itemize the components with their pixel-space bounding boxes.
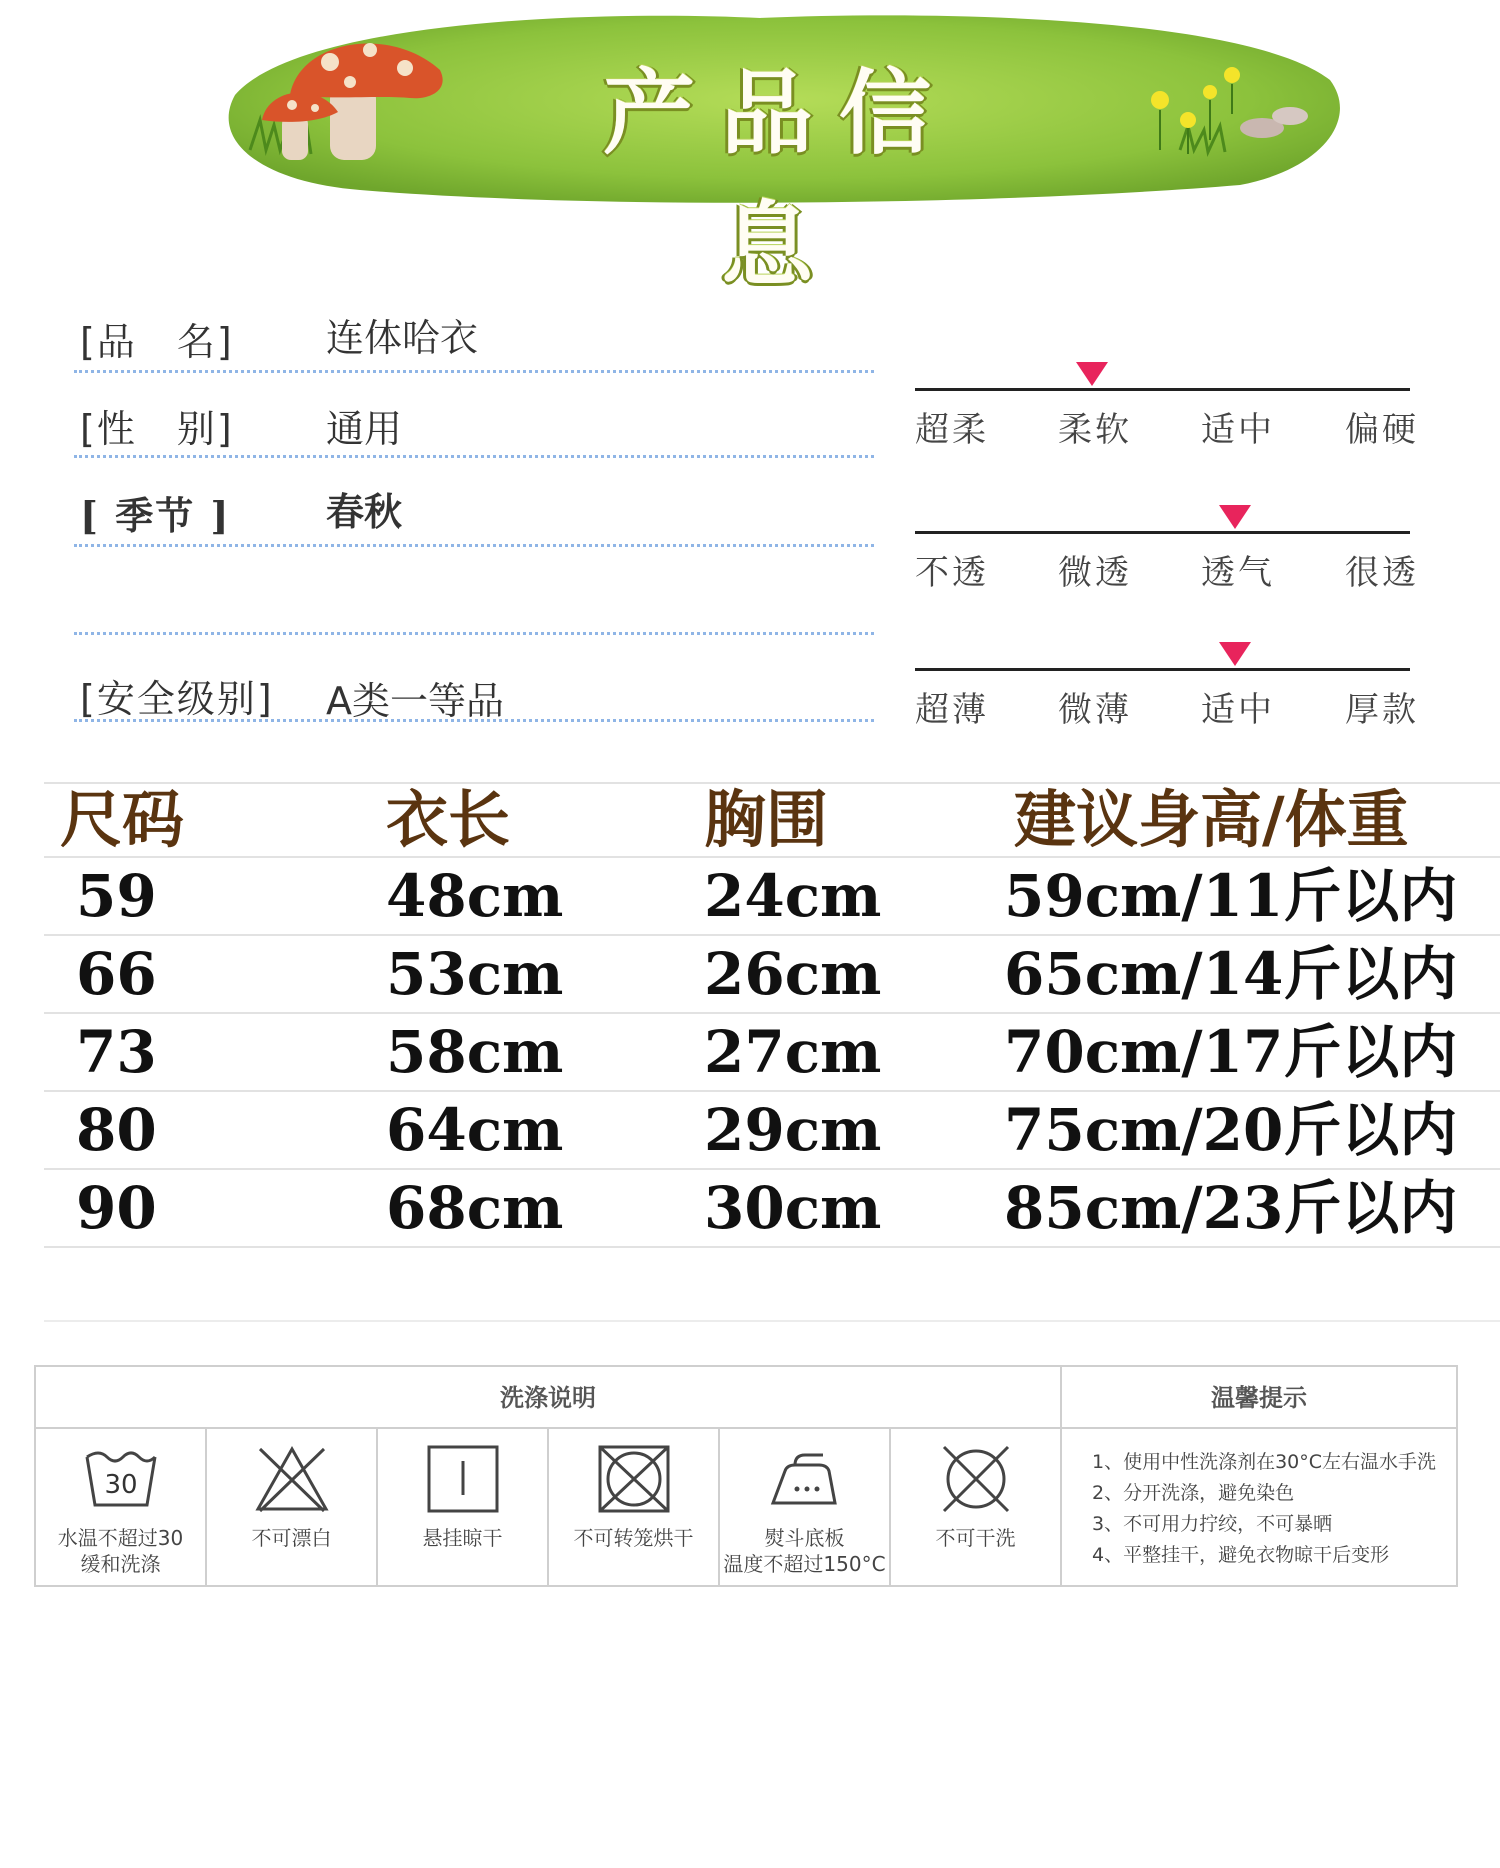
wash-30-icon — [81, 1443, 161, 1515]
scale-marker-icon — [1219, 505, 1251, 529]
table-row — [44, 1014, 1500, 1092]
info-row-season — [74, 467, 874, 547]
scale-line — [915, 668, 1410, 671]
care-item — [891, 1429, 1062, 1585]
page-title: 产品信息 — [602, 59, 957, 299]
info-value: A类一等品 — [326, 679, 504, 723]
cell-size: 80 — [76, 1096, 157, 1164]
scale-line — [915, 531, 1410, 534]
tips-title: 温馨提示 — [1062, 1367, 1456, 1429]
tip-item: 3、不可用力拧绞，不可暴晒 — [1092, 1513, 1333, 1535]
no-dry-clean-icon — [936, 1443, 1016, 1515]
cell-length: 53cm — [386, 940, 564, 1008]
info-value: 春秋 — [326, 489, 403, 534]
care-caption: 水温不超过30 缓和洗涤 — [57, 1526, 184, 1576]
header-height-weight: 建议身高/体重 — [1014, 783, 1409, 856]
dotted-divider — [74, 544, 874, 547]
care-instructions — [34, 1365, 1458, 1587]
section-divider — [44, 1320, 1500, 1322]
care-item — [378, 1429, 549, 1585]
care-item — [549, 1429, 720, 1585]
info-label: [品 名] — [80, 320, 234, 364]
header-chest: 胸围 — [704, 783, 829, 856]
scale-option: 超柔 — [915, 410, 989, 450]
cell-size: 73 — [76, 1018, 157, 1086]
scale-option: 微薄 — [1058, 690, 1132, 730]
cell-height-weight: 85cm/23斤以内 — [1004, 1174, 1458, 1242]
cell-height-weight: 65cm/14斤以内 — [1004, 940, 1458, 1008]
no-bleach-icon — [252, 1443, 332, 1515]
breathability-scale — [915, 531, 1419, 621]
cell-size: 90 — [76, 1174, 157, 1242]
info-value: 通用 — [326, 407, 403, 451]
dotted-divider — [74, 370, 874, 373]
hang-dry-icon — [423, 1443, 503, 1515]
cell-length: 48cm — [386, 862, 564, 930]
care-caption: 不可漂白 — [251, 1526, 332, 1550]
care-caption: 悬挂晾干 — [422, 1526, 503, 1550]
scale-option: 柔软 — [1058, 410, 1132, 450]
scale-line — [915, 388, 1410, 391]
info-label: [安全级别] — [80, 677, 274, 721]
tips-list — [1062, 1429, 1456, 1585]
cell-size: 66 — [76, 940, 157, 1008]
table-row — [44, 936, 1500, 1014]
header-length: 衣长 — [386, 783, 511, 856]
cell-length: 68cm — [386, 1174, 564, 1242]
care-caption: 不可干洗 — [935, 1526, 1016, 1550]
info-label: [性 别] — [80, 407, 234, 451]
dotted-divider — [74, 455, 874, 458]
tip-item: 4、平整挂干，避免衣物晾干后变形 — [1092, 1544, 1390, 1566]
cell-length: 64cm — [386, 1096, 564, 1164]
thickness-scale — [915, 668, 1419, 758]
banner — [0, 0, 1500, 299]
care-item — [720, 1429, 891, 1585]
cell-chest: 29cm — [704, 1096, 882, 1164]
size-table — [44, 782, 1500, 1248]
cell-chest: 24cm — [704, 862, 882, 930]
scale-marker-icon — [1219, 642, 1251, 666]
scale-option: 不透 — [915, 553, 989, 593]
info-row-safety-level — [74, 642, 874, 722]
info-row-gender — [74, 378, 874, 458]
table-row — [44, 1170, 1500, 1248]
scale-option: 厚款 — [1345, 690, 1419, 730]
cell-chest: 26cm — [704, 940, 882, 1008]
table-row — [44, 858, 1500, 936]
no-tumble-dry-icon — [594, 1443, 674, 1515]
care-item — [36, 1429, 207, 1585]
scale-option: 透气 — [1201, 553, 1275, 593]
scale-option: 偏硬 — [1345, 410, 1419, 450]
svg-text:30: 30 — [103, 1470, 138, 1500]
info-label: [ 季节 ] — [80, 493, 231, 538]
care-caption: 熨斗底板 温度不超过150°C — [723, 1526, 886, 1576]
cell-height-weight: 59cm/11斤以内 — [1004, 862, 1458, 930]
wash-title: 洗涤说明 — [36, 1367, 1062, 1429]
scale-option: 很透 — [1345, 553, 1419, 593]
softness-scale — [915, 388, 1419, 478]
cell-height-weight: 75cm/20斤以内 — [1004, 1096, 1458, 1164]
tip-item: 1、使用中性洗涤剂在30°C左右温水手洗 — [1092, 1451, 1437, 1473]
scale-option: 微透 — [1058, 553, 1132, 593]
cell-height-weight: 70cm/17斤以内 — [1004, 1018, 1458, 1086]
table-row — [44, 1092, 1500, 1170]
scale-option: 超薄 — [915, 690, 989, 730]
dotted-divider — [74, 719, 874, 722]
cell-chest: 30cm — [704, 1174, 882, 1242]
info-row-empty — [74, 555, 874, 635]
care-caption: 不可转笼烘干 — [573, 1526, 694, 1550]
info-row-name — [74, 293, 874, 373]
scale-option: 适中 — [1201, 690, 1275, 730]
size-table-header — [44, 782, 1500, 858]
dotted-divider — [74, 632, 874, 635]
info-value: 连体哈衣 — [326, 316, 479, 360]
iron-icon — [765, 1443, 845, 1515]
cell-chest: 27cm — [704, 1018, 882, 1086]
scale-marker-icon — [1076, 362, 1108, 386]
tip-item: 2、分开洗涤，避免染色 — [1092, 1482, 1295, 1504]
cell-size: 59 — [76, 862, 157, 930]
cell-length: 58cm — [386, 1018, 564, 1086]
scale-option: 适中 — [1201, 410, 1275, 450]
care-item — [207, 1429, 378, 1585]
header-size: 尺码 — [60, 783, 185, 856]
